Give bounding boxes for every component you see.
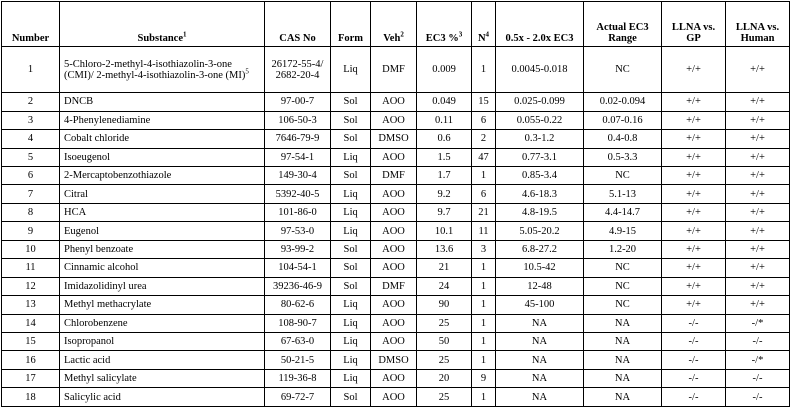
form-cell: Sol — [331, 111, 371, 129]
substance-name: Phenyl benzoate — [64, 243, 134, 255]
vehicle-cell: DMF — [371, 277, 417, 295]
substance-name: Lactic acid — [64, 354, 111, 366]
llna-vs-human-cell: -/- — [726, 333, 790, 351]
substance-name: Eugenol — [64, 225, 99, 237]
number-cell: 5 — [2, 148, 60, 166]
llna-vs-gp-cell: +/+ — [662, 93, 726, 111]
substance-cell — [60, 277, 265, 295]
form-cell: Liq — [331, 351, 371, 369]
table-body — [2, 47, 790, 407]
cas-cell: 101-86-0 — [265, 203, 331, 221]
column-header — [331, 2, 371, 47]
actual-range-cell: 0.02-0.094 — [584, 93, 662, 111]
llna-vs-gp-cell: +/+ — [662, 222, 726, 240]
vehicle-cell: DMSO — [371, 130, 417, 148]
cas-cell: 119-36-8 — [265, 369, 331, 387]
column-header — [472, 2, 496, 47]
llna-vs-human-cell: -/- — [726, 369, 790, 387]
llna-vs-gp-cell: -/- — [662, 351, 726, 369]
column-header — [417, 2, 472, 47]
substance-name: Cobalt chloride — [64, 133, 130, 145]
actual-range-cell: NA — [584, 369, 662, 387]
substance-name: Isoeugenol — [64, 151, 111, 163]
cas-cell: 50-21-5 — [265, 351, 331, 369]
number-cell: 2 — [2, 93, 60, 111]
llna-vs-human-cell: +/+ — [726, 93, 790, 111]
column-header-label: Form — [337, 33, 364, 44]
actual-range-cell: NC — [584, 277, 662, 295]
table-row — [2, 47, 790, 93]
number-cell: 16 — [2, 351, 60, 369]
llna-vs-human-cell: -/* — [726, 314, 790, 332]
ec3-range-cell: 0.77-3.1 — [496, 148, 584, 166]
cas-cell: 104-54-1 — [265, 259, 331, 277]
cas-cell: 26172-55-4/ 2682-20-4 — [265, 47, 331, 93]
table-row — [2, 203, 790, 221]
actual-range-cell: NA — [584, 388, 662, 407]
actual-range-cell: NC — [584, 166, 662, 184]
column-header — [371, 2, 417, 47]
form-cell: Liq — [331, 222, 371, 240]
llna-vs-gp-cell: -/- — [662, 314, 726, 332]
cas-cell: 93-99-2 — [265, 240, 331, 258]
table-row — [2, 314, 790, 332]
llna-vs-gp-cell: -/- — [662, 388, 726, 407]
llna-vs-gp-cell: +/+ — [662, 166, 726, 184]
substance-cell — [60, 130, 265, 148]
column-header — [60, 2, 265, 47]
llna-vs-human-cell: +/+ — [726, 130, 790, 148]
actual-range-cell: 5.1-13 — [584, 185, 662, 203]
vehicle-cell: AOO — [371, 296, 417, 314]
table-row — [2, 240, 790, 258]
n-cell: 6 — [472, 111, 496, 129]
number-cell: 4 — [2, 130, 60, 148]
substance-name: Cinnamic alcohol — [64, 262, 139, 274]
footnote-marker: 3 — [458, 30, 463, 39]
actual-range-cell: 4.4-14.7 — [584, 203, 662, 221]
vehicle-cell: AOO — [371, 314, 417, 332]
vehicle-cell: AOO — [371, 222, 417, 240]
n-cell: 1 — [472, 259, 496, 277]
column-header — [2, 2, 60, 47]
table-row — [2, 222, 790, 240]
substance-cell — [60, 111, 265, 129]
n-cell: 1 — [472, 277, 496, 295]
vehicle-cell: AOO — [371, 93, 417, 111]
n-cell: 15 — [472, 93, 496, 111]
ec3-cell: 13.6 — [417, 240, 472, 258]
substance-cell — [60, 351, 265, 369]
form-cell: Liq — [331, 148, 371, 166]
substance-cell — [60, 369, 265, 387]
column-header-label: Number — [11, 33, 50, 44]
cas-cell: 106-50-3 — [265, 111, 331, 129]
ec3-cell: 24 — [417, 277, 472, 295]
n-cell: 1 — [472, 333, 496, 351]
vehicle-cell: AOO — [371, 203, 417, 221]
ec3-cell: 25 — [417, 314, 472, 332]
column-header-label: CAS No — [279, 33, 316, 44]
ec3-cell: 1.7 — [417, 166, 472, 184]
n-cell: 2 — [472, 130, 496, 148]
n-cell: 6 — [472, 185, 496, 203]
header-row — [2, 2, 790, 47]
form-cell: Liq — [331, 369, 371, 387]
ec3-range-cell: 45-100 — [496, 296, 584, 314]
substance-name: Isopropanol — [64, 336, 115, 348]
substance-cell — [60, 240, 265, 258]
number-cell: 8 — [2, 203, 60, 221]
form-cell: Sol — [331, 166, 371, 184]
substance-name: Chlorobenzene — [64, 317, 128, 329]
column-header-label: Actual EC3 Range — [596, 22, 649, 44]
ec3-range-cell: 4.8-19.5 — [496, 203, 584, 221]
actual-range-cell: NC — [584, 47, 662, 93]
actual-range-cell: 1.2-20 — [584, 240, 662, 258]
vehicle-cell: AOO — [371, 388, 417, 407]
substance-name: 5-Chloro-2-methyl-4-isothiazolin-3-one (CMI)/ 2-methyl-4-isothiazolin-3-one (MI) — [64, 58, 246, 81]
llna-vs-human-cell: +/+ — [726, 277, 790, 295]
vehicle-cell: AOO — [371, 148, 417, 166]
substance-cell — [60, 296, 265, 314]
cas-cell: 7646-79-9 — [265, 130, 331, 148]
vehicle-cell: AOO — [371, 259, 417, 277]
substance-cell — [60, 47, 265, 93]
table-row — [2, 111, 790, 129]
substance-name: 2-Mercaptobenzothiazole — [64, 170, 172, 182]
form-cell: Sol — [331, 277, 371, 295]
cas-cell: 149-30-4 — [265, 166, 331, 184]
cas-cell: 80-62-6 — [265, 296, 331, 314]
form-cell: Sol — [331, 130, 371, 148]
table-row — [2, 388, 790, 407]
n-cell: 1 — [472, 388, 496, 407]
form-cell: Liq — [331, 185, 371, 203]
substance-name: DNCB — [64, 96, 94, 108]
llna-vs-human-cell: +/+ — [726, 166, 790, 184]
vehicle-cell: AOO — [371, 185, 417, 203]
footnote-marker: 1 — [183, 30, 187, 39]
llna-vs-human-cell: +/+ — [726, 111, 790, 129]
vehicle-cell: DMF — [371, 166, 417, 184]
column-header — [584, 2, 662, 47]
llna-vs-gp-cell: +/+ — [662, 240, 726, 258]
ec3-range-cell: 4.6-18.3 — [496, 185, 584, 203]
llna-vs-human-cell: +/+ — [726, 148, 790, 166]
llna-vs-human-cell: +/+ — [726, 240, 790, 258]
cas-cell: 67-63-0 — [265, 333, 331, 351]
form-cell: Liq — [331, 47, 371, 93]
ec3-range-cell: 5.05-20.2 — [496, 222, 584, 240]
ec3-range-cell: 10.5-42 — [496, 259, 584, 277]
ec3-range-cell: 12-48 — [496, 277, 584, 295]
substance-cell — [60, 185, 265, 203]
substance-cell — [60, 388, 265, 407]
number-cell: 13 — [2, 296, 60, 314]
number-cell: 14 — [2, 314, 60, 332]
number-cell: 11 — [2, 259, 60, 277]
substance-name: HCA — [64, 207, 87, 219]
substance-cell — [60, 148, 265, 166]
column-header-label: EC3 % — [425, 33, 459, 44]
substance-name: Imidazolidinyl urea — [64, 280, 147, 292]
ec3-range-cell: NA — [496, 351, 584, 369]
cas-cell: 69-72-7 — [265, 388, 331, 407]
table-row — [2, 277, 790, 295]
substance-name: Citral — [64, 188, 88, 200]
number-cell: 3 — [2, 111, 60, 129]
table-row — [2, 166, 790, 184]
llna-vs-human-cell: +/+ — [726, 203, 790, 221]
column-header-label: N — [477, 33, 486, 44]
llna-vs-gp-cell: +/+ — [662, 130, 726, 148]
ec3-cell: 25 — [417, 388, 472, 407]
actual-range-cell: NA — [584, 351, 662, 369]
actual-range-cell: NC — [584, 296, 662, 314]
column-header-label: Veh — [383, 33, 401, 44]
number-cell: 10 — [2, 240, 60, 258]
ec3-cell: 0.11 — [417, 111, 472, 129]
n-cell: 3 — [472, 240, 496, 258]
llna-vs-gp-cell: +/+ — [662, 47, 726, 93]
column-header — [726, 2, 790, 47]
number-cell: 1 — [2, 47, 60, 93]
table-row — [2, 369, 790, 387]
ec3-range-cell: NA — [496, 369, 584, 387]
actual-range-cell: 4.9-15 — [584, 222, 662, 240]
number-cell: 18 — [2, 388, 60, 407]
actual-range-cell: 0.5-3.3 — [584, 148, 662, 166]
ec3-cell: 50 — [417, 333, 472, 351]
ec3-cell: 90 — [417, 296, 472, 314]
cas-cell: 97-00-7 — [265, 93, 331, 111]
footnote-marker: 4 — [485, 30, 490, 39]
ec3-cell: 21 — [417, 259, 472, 277]
llna-vs-human-cell: +/+ — [726, 222, 790, 240]
llna-data-table — [1, 1, 790, 407]
llna-vs-gp-cell: +/+ — [662, 111, 726, 129]
number-cell: 7 — [2, 185, 60, 203]
column-header-label: Substance — [137, 33, 183, 44]
cas-cell: 108-90-7 — [265, 314, 331, 332]
substance-cell — [60, 166, 265, 184]
column-header — [662, 2, 726, 47]
llna-vs-gp-cell: +/+ — [662, 203, 726, 221]
vehicle-cell: AOO — [371, 369, 417, 387]
form-cell: Sol — [331, 93, 371, 111]
n-cell: 1 — [472, 47, 496, 93]
table-row — [2, 130, 790, 148]
cas-cell: 97-54-1 — [265, 148, 331, 166]
ec3-range-cell: 0.0045-0.018 — [496, 47, 584, 93]
table-row — [2, 93, 790, 111]
ec3-cell: 0.6 — [417, 130, 472, 148]
substance-cell — [60, 333, 265, 351]
actual-range-cell: 0.07-0.16 — [584, 111, 662, 129]
actual-range-cell: NA — [584, 333, 662, 351]
actual-range-cell: NA — [584, 314, 662, 332]
substance-cell — [60, 259, 265, 277]
ec3-cell: 25 — [417, 351, 472, 369]
llna-vs-gp-cell: +/+ — [662, 259, 726, 277]
ec3-range-cell: 0.3-1.2 — [496, 130, 584, 148]
form-cell: Liq — [331, 333, 371, 351]
substance-cell — [60, 222, 265, 240]
vehicle-cell: AOO — [371, 333, 417, 351]
vehicle-cell: AOO — [371, 111, 417, 129]
n-cell: 1 — [472, 351, 496, 369]
n-cell: 1 — [472, 314, 496, 332]
table-row — [2, 148, 790, 166]
substance-cell — [60, 93, 265, 111]
ec3-range-cell: NA — [496, 388, 584, 407]
footnote-marker: 2 — [400, 30, 404, 39]
ec3-range-cell: 0.85-3.4 — [496, 166, 584, 184]
actual-range-cell: 0.4-0.8 — [584, 130, 662, 148]
table-row — [2, 351, 790, 369]
llna-vs-gp-cell: -/- — [662, 333, 726, 351]
ec3-cell: 1.5 — [417, 148, 472, 166]
vehicle-cell: DMF — [371, 47, 417, 93]
substance-cell — [60, 203, 265, 221]
table-row — [2, 333, 790, 351]
llna-vs-human-cell: +/+ — [726, 47, 790, 93]
column-header-label: LLNA vs. Human — [735, 22, 780, 44]
llna-vs-human-cell: +/+ — [726, 185, 790, 203]
llna-vs-human-cell: -/- — [726, 388, 790, 407]
substance-name: Methyl methacrylate — [64, 299, 152, 311]
cas-cell: 5392-40-5 — [265, 185, 331, 203]
ec3-cell: 0.009 — [417, 47, 472, 93]
n-cell: 21 — [472, 203, 496, 221]
llna-vs-human-cell: +/+ — [726, 259, 790, 277]
n-cell: 1 — [472, 166, 496, 184]
actual-range-cell: NC — [584, 259, 662, 277]
table-row — [2, 259, 790, 277]
number-cell: 12 — [2, 277, 60, 295]
cas-cell: 39236-46-9 — [265, 277, 331, 295]
n-cell: 9 — [472, 369, 496, 387]
ec3-range-cell: 0.025-0.099 — [496, 93, 584, 111]
ec3-range-cell: 0.055-0.22 — [496, 111, 584, 129]
form-cell: Sol — [331, 259, 371, 277]
ec3-cell: 9.7 — [417, 203, 472, 221]
ec3-range-cell: 6.8-27.2 — [496, 240, 584, 258]
substance-name: 4-Phenylenediamine — [64, 114, 151, 126]
ec3-cell: 20 — [417, 369, 472, 387]
n-cell: 47 — [472, 148, 496, 166]
substance-name: Salicylic acid — [64, 391, 121, 403]
form-cell: Sol — [331, 240, 371, 258]
ec3-cell: 10.1 — [417, 222, 472, 240]
llna-vs-gp-cell: +/+ — [662, 148, 726, 166]
ec3-range-cell: NA — [496, 333, 584, 351]
cas-cell: 97-53-0 — [265, 222, 331, 240]
vehicle-cell: DMSO — [371, 351, 417, 369]
llna-vs-gp-cell: +/+ — [662, 185, 726, 203]
form-cell: Liq — [331, 203, 371, 221]
llna-vs-gp-cell: +/+ — [662, 296, 726, 314]
llna-vs-human-cell: -/* — [726, 351, 790, 369]
number-cell: 15 — [2, 333, 60, 351]
llna-vs-gp-cell: +/+ — [662, 277, 726, 295]
ec3-cell: 9.2 — [417, 185, 472, 203]
substance-name: Methyl salicylate — [64, 373, 137, 385]
number-cell: 17 — [2, 369, 60, 387]
form-cell: Sol — [331, 388, 371, 407]
number-cell: 9 — [2, 222, 60, 240]
n-cell: 11 — [472, 222, 496, 240]
column-header-label: 0.5x - 2.0x EC3 — [505, 33, 574, 44]
ec3-cell: 0.049 — [417, 93, 472, 111]
column-header — [496, 2, 584, 47]
table-row — [2, 296, 790, 314]
number-cell: 6 — [2, 166, 60, 184]
n-cell: 1 — [472, 296, 496, 314]
form-cell: Liq — [331, 314, 371, 332]
llna-vs-gp-cell: -/- — [662, 369, 726, 387]
table-header — [2, 2, 790, 47]
table-row — [2, 185, 790, 203]
footnote-marker: 5 — [245, 67, 249, 76]
form-cell: Liq — [331, 296, 371, 314]
ec3-range-cell: NA — [496, 314, 584, 332]
llna-vs-human-cell: +/+ — [726, 296, 790, 314]
column-header — [265, 2, 331, 47]
column-header-label: LLNA vs. GP — [671, 22, 716, 44]
substance-cell — [60, 314, 265, 332]
vehicle-cell: AOO — [371, 240, 417, 258]
